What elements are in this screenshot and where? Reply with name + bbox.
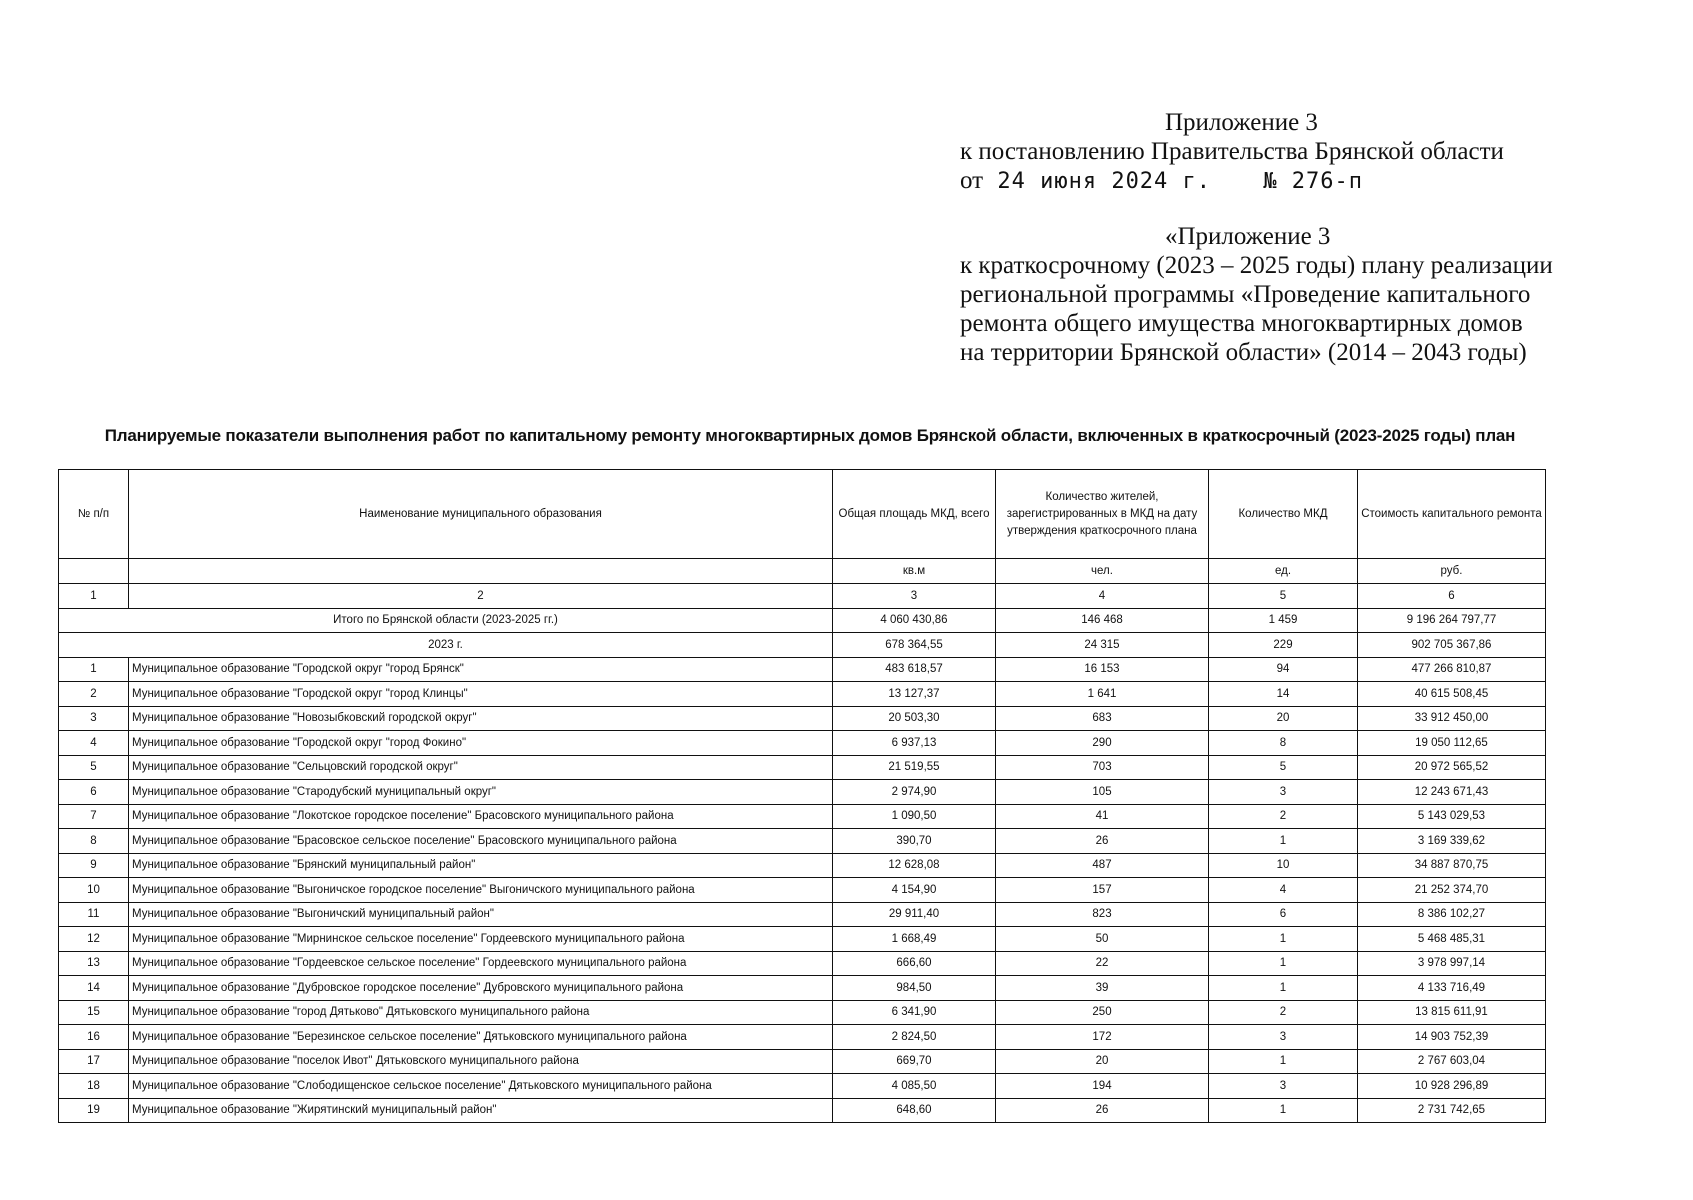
units-blank bbox=[129, 559, 833, 584]
year-label: 2023 г. bbox=[59, 633, 833, 658]
row-number: 12 bbox=[59, 927, 129, 952]
row-name: Муниципальное образование "Сельцовский городской округ" bbox=[129, 755, 833, 780]
table-row bbox=[59, 1074, 1546, 1099]
row-name: Муниципальное образование "Городской округ "город Фокино" bbox=[129, 731, 833, 756]
row-name: Муниципальное образование "Новозыбковский городской округ" bbox=[129, 706, 833, 731]
table-row bbox=[59, 1025, 1546, 1050]
table-body bbox=[59, 657, 1546, 1123]
row-area: 1 090,50 bbox=[833, 804, 996, 829]
row-cost: 3 978 997,14 bbox=[1358, 951, 1546, 976]
row-cost: 20 972 565,52 bbox=[1358, 755, 1546, 780]
row-cost: 33 912 450,00 bbox=[1358, 706, 1546, 731]
header-number: № п/п bbox=[59, 470, 129, 559]
row-number: 16 bbox=[59, 1025, 129, 1050]
colnum: 2 bbox=[129, 584, 833, 609]
row-residents: 487 bbox=[996, 853, 1209, 878]
row-area: 648,60 bbox=[833, 1098, 996, 1123]
row-cost: 2 731 742,65 bbox=[1358, 1098, 1546, 1123]
row-cost: 10 928 296,89 bbox=[1358, 1074, 1546, 1099]
year-row bbox=[59, 633, 1546, 658]
colnum: 4 bbox=[996, 584, 1209, 609]
row-cost: 3 169 339,62 bbox=[1358, 829, 1546, 854]
row-residents: 39 bbox=[996, 976, 1209, 1001]
row-area: 390,70 bbox=[833, 829, 996, 854]
row-residents: 50 bbox=[996, 927, 1209, 952]
header-residents: Количество жителей, зарегистрированных в МКД на дату утверждения краткосрочного плана bbox=[996, 470, 1209, 559]
row-cost: 477 266 810,87 bbox=[1358, 657, 1546, 682]
year-area: 678 364,55 bbox=[833, 633, 996, 658]
colnum: 6 bbox=[1358, 584, 1546, 609]
row-residents: 172 bbox=[996, 1025, 1209, 1050]
row-area: 2 824,50 bbox=[833, 1025, 996, 1050]
total-residents: 146 468 bbox=[996, 608, 1209, 633]
row-area: 666,60 bbox=[833, 951, 996, 976]
row-count: 20 bbox=[1209, 706, 1358, 731]
row-count: 2 bbox=[1209, 1000, 1358, 1025]
row-area: 21 519,55 bbox=[833, 755, 996, 780]
row-cost: 5 468 485,31 bbox=[1358, 927, 1546, 952]
row-residents: 290 bbox=[996, 731, 1209, 756]
row-number: 6 bbox=[59, 780, 129, 805]
row-number: 13 bbox=[59, 951, 129, 976]
row-cost: 2 767 603,04 bbox=[1358, 1049, 1546, 1074]
row-residents: 157 bbox=[996, 878, 1209, 903]
row-number: 1 bbox=[59, 657, 129, 682]
row-name: Муниципальное образование "Локотское городское поселение" Брасовского муниципального района bbox=[129, 804, 833, 829]
table-row bbox=[59, 706, 1546, 731]
row-area: 6 341,90 bbox=[833, 1000, 996, 1025]
document-title: Планируемые показатели выполнения работ по капитальному ремонту многоквартирных домов Брянской области, включенных в краткосрочный (2023-2025 годы) план bbox=[104, 426, 1516, 445]
row-residents: 703 bbox=[996, 755, 1209, 780]
row-name: Муниципальное образование "Городской округ "город Клинцы" bbox=[129, 682, 833, 707]
row-residents: 823 bbox=[996, 902, 1209, 927]
row-count: 5 bbox=[1209, 755, 1358, 780]
row-count: 10 bbox=[1209, 853, 1358, 878]
row-name: Муниципальное образование "Выгоничское городское поселение" Выгоничского муниципального района bbox=[129, 878, 833, 903]
table-row bbox=[59, 731, 1546, 756]
row-cost: 19 050 112,65 bbox=[1358, 731, 1546, 756]
plan-line-3: ремонта общего имущества многоквартирных домов bbox=[960, 310, 1523, 337]
total-area: 4 060 430,86 bbox=[833, 608, 996, 633]
from-label: от bbox=[960, 167, 984, 194]
table-row bbox=[59, 1098, 1546, 1123]
table-row bbox=[59, 682, 1546, 707]
table-row bbox=[59, 951, 1546, 976]
resolution-number: № 276-п bbox=[1263, 169, 1364, 194]
unit-count: ед. bbox=[1209, 559, 1358, 584]
row-area: 483 618,57 bbox=[833, 657, 996, 682]
document-header bbox=[960, 108, 1680, 367]
header-count: Количество МКД bbox=[1209, 470, 1358, 559]
resolution-date: 24 июня 2024 г. bbox=[997, 169, 1212, 194]
row-name: Муниципальное образование "Мирнинское сельское поселение" Гордеевского муниципального района bbox=[129, 927, 833, 952]
plan-line-4: на территории Брянской области» (2014 – 2043 годы) bbox=[960, 339, 1527, 366]
plan-line-2: региональной программы «Проведение капитального bbox=[960, 281, 1531, 308]
row-count: 1 bbox=[1209, 1098, 1358, 1123]
table-row bbox=[59, 976, 1546, 1001]
table-row bbox=[59, 878, 1546, 903]
row-name: Муниципальное образование "Березинское сельское поселение" Дятьковского муниципального района bbox=[129, 1025, 833, 1050]
row-area: 669,70 bbox=[833, 1049, 996, 1074]
row-number: 19 bbox=[59, 1098, 129, 1123]
row-number: 11 bbox=[59, 902, 129, 927]
unit-area: кв.м bbox=[833, 559, 996, 584]
table-row bbox=[59, 1049, 1546, 1074]
row-count: 8 bbox=[1209, 731, 1358, 756]
header-name: Наименование муниципального образования bbox=[129, 470, 833, 559]
row-number: 9 bbox=[59, 853, 129, 878]
date-number-line bbox=[960, 166, 1680, 196]
row-area: 2 974,90 bbox=[833, 780, 996, 805]
row-count: 2 bbox=[1209, 804, 1358, 829]
row-number: 5 bbox=[59, 755, 129, 780]
row-number: 8 bbox=[59, 829, 129, 854]
row-count: 1 bbox=[1209, 927, 1358, 952]
row-area: 29 911,40 bbox=[833, 902, 996, 927]
row-name: Муниципальное образование "Дубровское городское поселение" Дубровского муниципального района bbox=[129, 976, 833, 1001]
row-cost: 34 887 870,75 bbox=[1358, 853, 1546, 878]
table-row bbox=[59, 829, 1546, 854]
row-count: 14 bbox=[1209, 682, 1358, 707]
row-area: 984,50 bbox=[833, 976, 996, 1001]
table-row bbox=[59, 927, 1546, 952]
row-cost: 13 815 611,91 bbox=[1358, 1000, 1546, 1025]
row-count: 3 bbox=[1209, 1074, 1358, 1099]
row-number: 7 bbox=[59, 804, 129, 829]
total-count: 1 459 bbox=[1209, 608, 1358, 633]
row-count: 3 bbox=[1209, 1025, 1358, 1050]
row-cost: 5 143 029,53 bbox=[1358, 804, 1546, 829]
row-cost: 14 903 752,39 bbox=[1358, 1025, 1546, 1050]
row-residents: 26 bbox=[996, 829, 1209, 854]
row-count: 1 bbox=[1209, 976, 1358, 1001]
row-number: 4 bbox=[59, 731, 129, 756]
row-number: 17 bbox=[59, 1049, 129, 1074]
row-residents: 20 bbox=[996, 1049, 1209, 1074]
row-name: Муниципальное образование "Выгоничский муниципальный район" bbox=[129, 902, 833, 927]
indicators-table bbox=[58, 469, 1546, 1123]
year-count: 229 bbox=[1209, 633, 1358, 658]
resolution-line: к постановлению Правительства Брянской области bbox=[960, 138, 1504, 165]
row-name: Муниципальное образование "Жирятинский муниципальный район" bbox=[129, 1098, 833, 1123]
row-name: Муниципальное образование "Слободищенское сельское поселение" Дятьковского муниципального района bbox=[129, 1074, 833, 1099]
row-area: 1 668,49 bbox=[833, 927, 996, 952]
row-residents: 683 bbox=[996, 706, 1209, 731]
row-count: 6 bbox=[1209, 902, 1358, 927]
table-row bbox=[59, 780, 1546, 805]
units-blank bbox=[59, 559, 129, 584]
row-number: 18 bbox=[59, 1074, 129, 1099]
row-count: 1 bbox=[1209, 1049, 1358, 1074]
unit-residents: чел. bbox=[996, 559, 1209, 584]
table-header-row bbox=[59, 470, 1546, 559]
row-count: 94 bbox=[1209, 657, 1358, 682]
table-row bbox=[59, 755, 1546, 780]
row-count: 3 bbox=[1209, 780, 1358, 805]
row-count: 4 bbox=[1209, 878, 1358, 903]
row-number: 3 bbox=[59, 706, 129, 731]
row-residents: 194 bbox=[996, 1074, 1209, 1099]
row-area: 4 154,90 bbox=[833, 878, 996, 903]
row-number: 2 bbox=[59, 682, 129, 707]
row-cost: 4 133 716,49 bbox=[1358, 976, 1546, 1001]
column-number-row bbox=[59, 584, 1546, 609]
row-number: 10 bbox=[59, 878, 129, 903]
row-name: Муниципальное образование "Брасовское сельское поселение" Брасовского муниципального района bbox=[129, 829, 833, 854]
row-area: 4 085,50 bbox=[833, 1074, 996, 1099]
row-name: Муниципальное образование "Стародубский муниципальный округ" bbox=[129, 780, 833, 805]
row-cost: 8 386 102,27 bbox=[1358, 902, 1546, 927]
header-area: Общая площадь МКД, всего bbox=[833, 470, 996, 559]
table-row bbox=[59, 657, 1546, 682]
row-count: 1 bbox=[1209, 951, 1358, 976]
row-area: 12 628,08 bbox=[833, 853, 996, 878]
total-label: Итого по Брянской области (2023-2025 гг.) bbox=[59, 608, 833, 633]
plan-line-1: к краткосрочному (2023 – 2025 годы) плану реализации bbox=[960, 252, 1553, 279]
row-residents: 250 bbox=[996, 1000, 1209, 1025]
row-area: 6 937,13 bbox=[833, 731, 996, 756]
year-residents: 24 315 bbox=[996, 633, 1209, 658]
row-name: Муниципальное образование "поселок Ивот" Дятьковского муниципального района bbox=[129, 1049, 833, 1074]
row-cost: 40 615 508,45 bbox=[1358, 682, 1546, 707]
appendix-label: Приложение 3 bbox=[1165, 109, 1318, 136]
row-area: 20 503,30 bbox=[833, 706, 996, 731]
year-cost: 902 705 367,86 bbox=[1358, 633, 1546, 658]
row-residents: 16 153 bbox=[996, 657, 1209, 682]
colnum: 3 bbox=[833, 584, 996, 609]
unit-cost: руб. bbox=[1358, 559, 1546, 584]
row-area: 13 127,37 bbox=[833, 682, 996, 707]
row-cost: 12 243 671,43 bbox=[1358, 780, 1546, 805]
row-residents: 41 bbox=[996, 804, 1209, 829]
row-residents: 105 bbox=[996, 780, 1209, 805]
row-count: 1 bbox=[1209, 829, 1358, 854]
row-residents: 22 bbox=[996, 951, 1209, 976]
row-number: 15 bbox=[59, 1000, 129, 1025]
row-name: Муниципальное образование "город Дятьково" Дятьковского муниципального района bbox=[129, 1000, 833, 1025]
total-row bbox=[59, 608, 1546, 633]
colnum: 5 bbox=[1209, 584, 1358, 609]
row-residents: 26 bbox=[996, 1098, 1209, 1123]
table-row bbox=[59, 853, 1546, 878]
row-cost: 21 252 374,70 bbox=[1358, 878, 1546, 903]
colnum: 1 bbox=[59, 584, 129, 609]
table-units-row bbox=[59, 559, 1546, 584]
row-number: 14 bbox=[59, 976, 129, 1001]
row-name: Муниципальное образование "Городской округ "город Брянск" bbox=[129, 657, 833, 682]
appendix-label-2: «Приложение 3 bbox=[1165, 223, 1331, 250]
header-cost: Стоимость капитального ремонта bbox=[1358, 470, 1546, 559]
table-row bbox=[59, 804, 1546, 829]
total-cost: 9 196 264 797,77 bbox=[1358, 608, 1546, 633]
row-name: Муниципальное образование "Гордеевское сельское поселение" Гордеевского муниципального района bbox=[129, 951, 833, 976]
table-row bbox=[59, 902, 1546, 927]
row-name: Муниципальное образование "Брянский муниципальный район" bbox=[129, 853, 833, 878]
table-row bbox=[59, 1000, 1546, 1025]
row-residents: 1 641 bbox=[996, 682, 1209, 707]
